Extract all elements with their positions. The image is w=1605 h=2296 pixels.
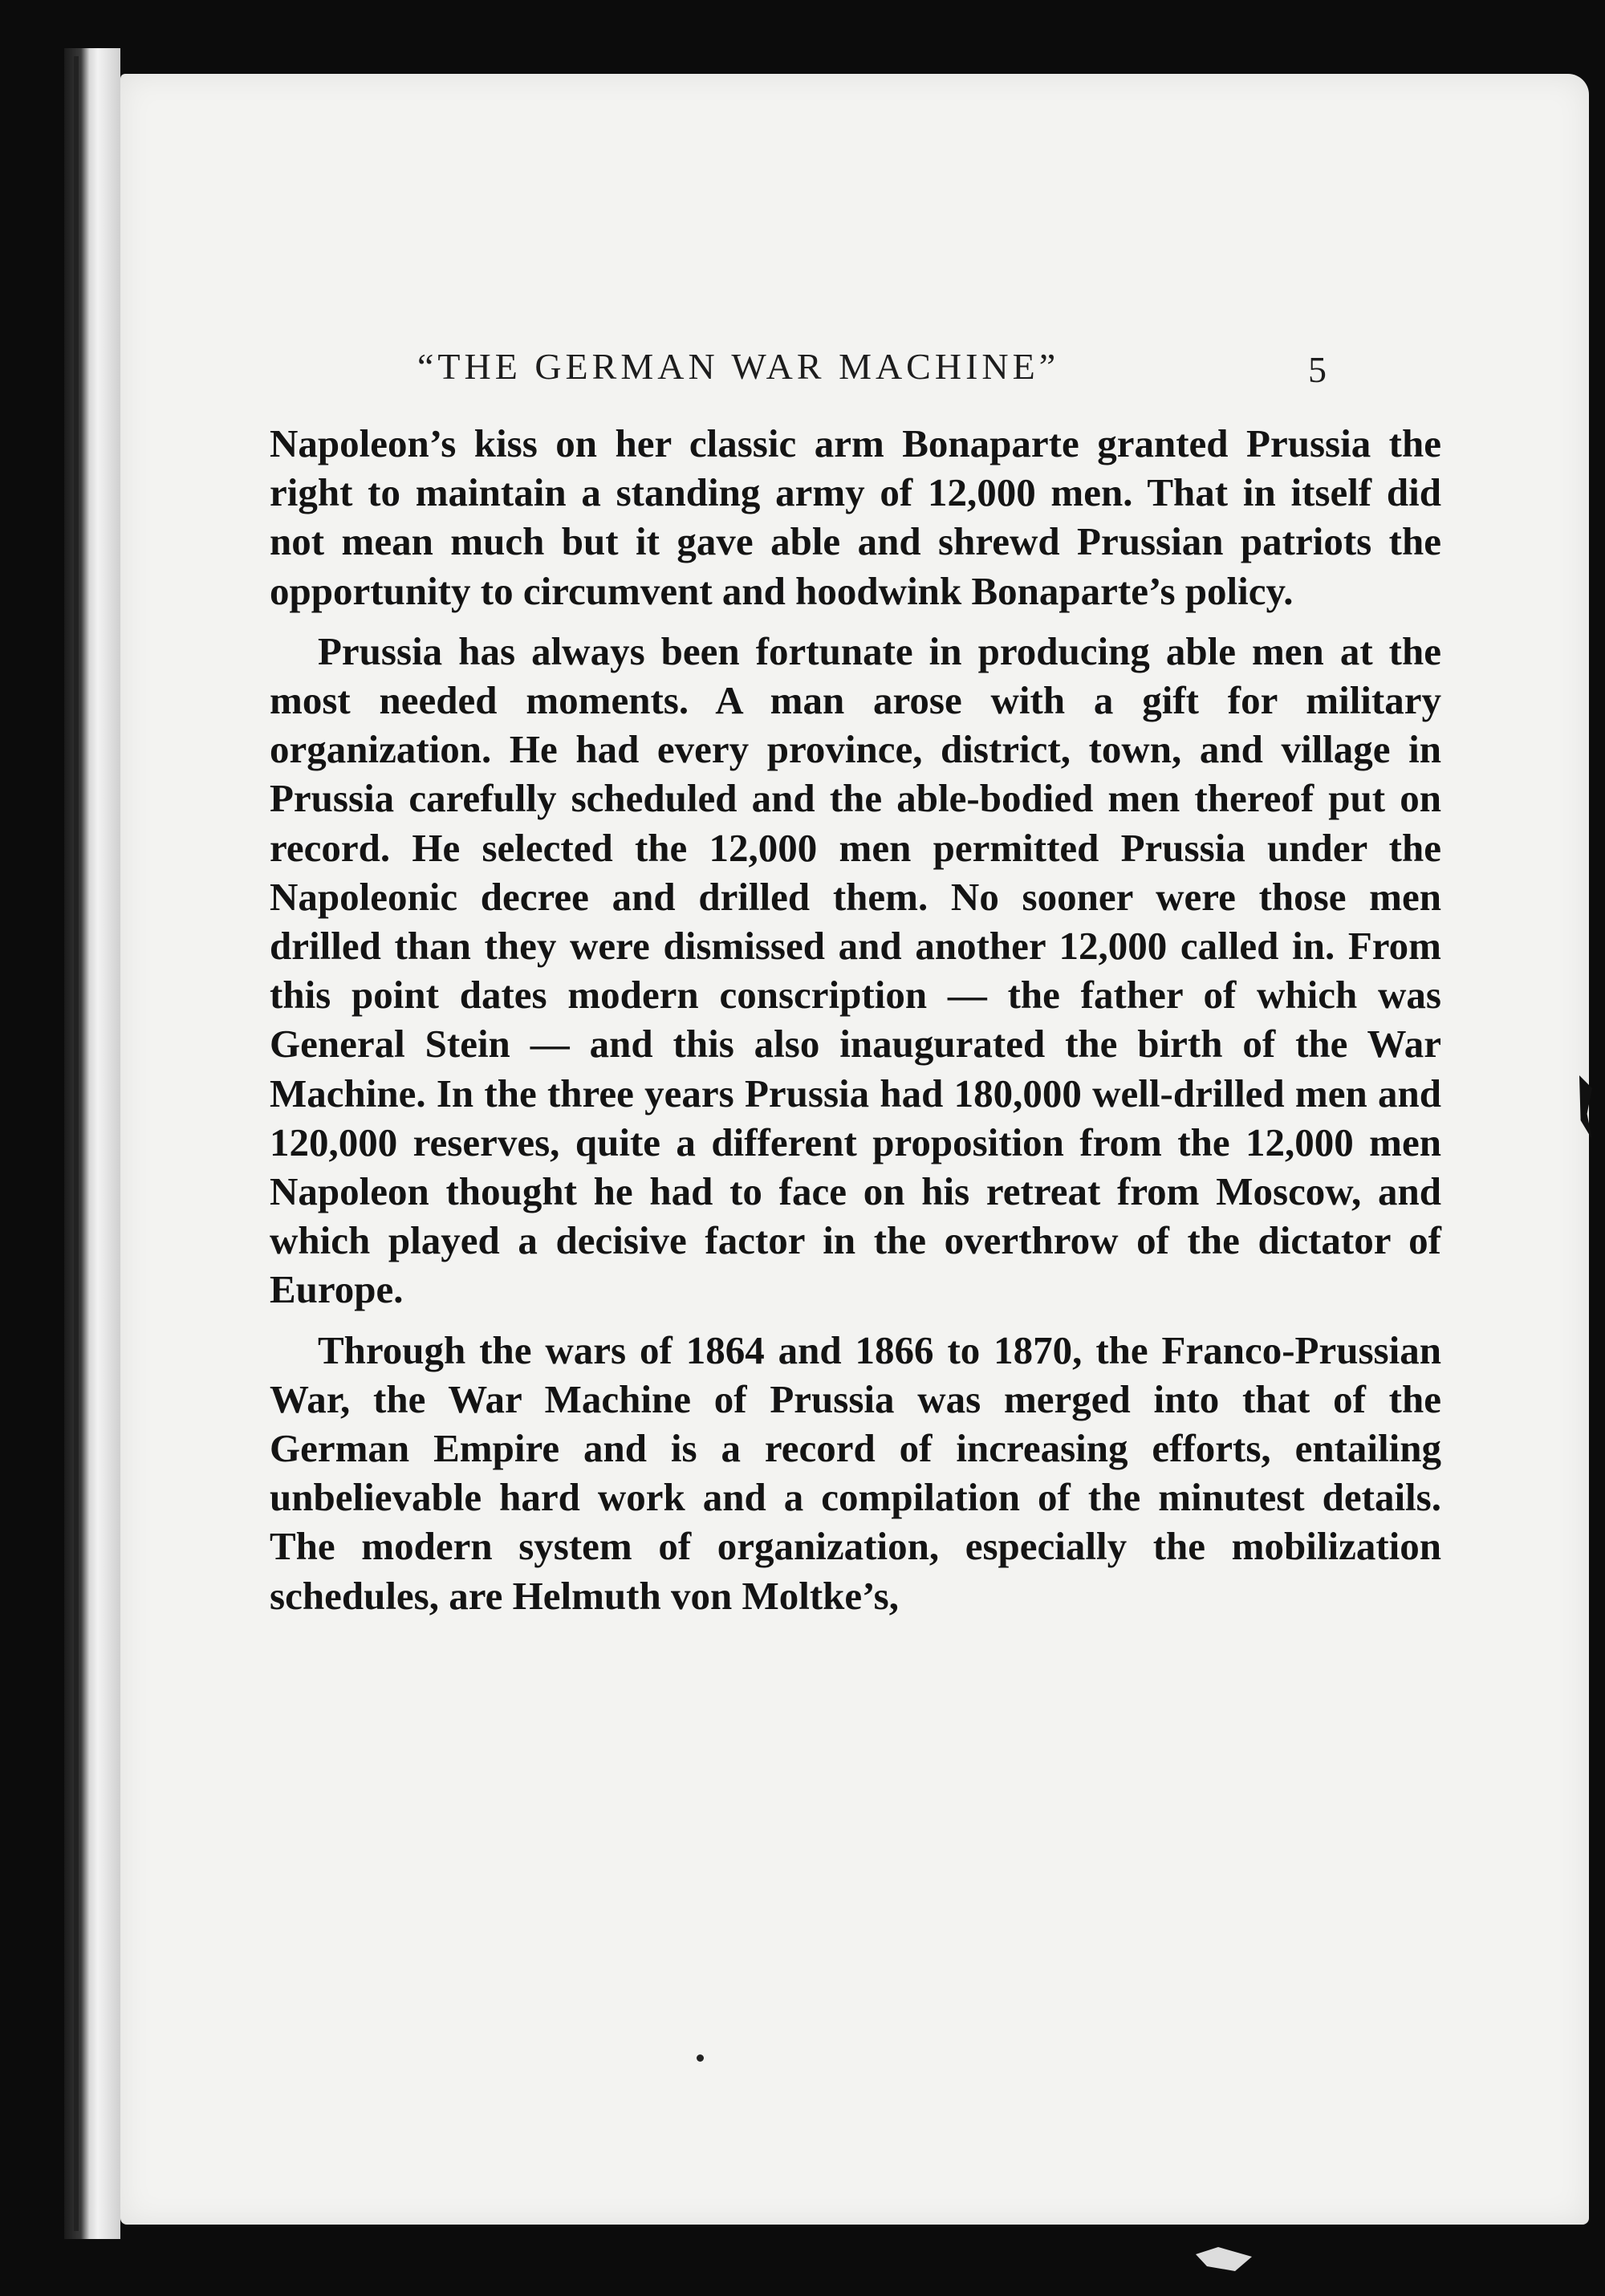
paragraph-3: Through the wars of 1864 and 1866 to 1870, the Franco-Prussian War, the War Machine of Prussia was merged into that of the German Empire and is a record of increasing efforts, entailing unbelievable hard work and a compilation of the minutest details. The modern system of organization, especially the mobilization schedules, are Helmuth von Moltke’s, — [270, 1327, 1441, 1618]
binding-edge — [74, 56, 79, 2231]
page-header — [120, 345, 1589, 393]
paragraph-2: Prussia has always been fortunate in producing able men at the most needed moments. A man arose with a gift for military organization. He had every province, district, town, and village in Prussia carefully scheduled and the able-bodied men thereof put on record. He selected the 12,000 men permitted Prussia under the Napoleonic decree and drilled them. No sooner were those men drilled than they were dismissed and another 12,000 called in. From this point dates modern conscription — the father of which was General Stein — and this also inaugurated the birth of the War Machine. In the three years Prussia had 180,000 well-drilled men and 120,000 reserves, quite a different proposition from the 12,000 men Napoleon thought he had to face on his retreat from Moscow, and which played a decisive factor in the overthrow of the dictator of Europe. — [270, 628, 1441, 1312]
book-page — [120, 74, 1589, 2225]
ink-speck — [697, 2054, 704, 2062]
book-spine — [64, 48, 120, 2239]
scan-artifact — [1196, 2247, 1252, 2271]
running-head: “THE GERMAN WAR MACHINE” — [417, 346, 1060, 387]
page-number: 5 — [1308, 349, 1327, 390]
body-text — [270, 419, 1441, 1632]
paragraph-1: Napoleon’s kiss on her classic arm Bonaparte granted Prussia the right to maintain a standing army of 12,000 men. That in itself did not mean much but it gave able and shrewd Prussian patriots the opportunity to circumvent and hoodwink Bonaparte’s policy. — [270, 421, 1441, 613]
